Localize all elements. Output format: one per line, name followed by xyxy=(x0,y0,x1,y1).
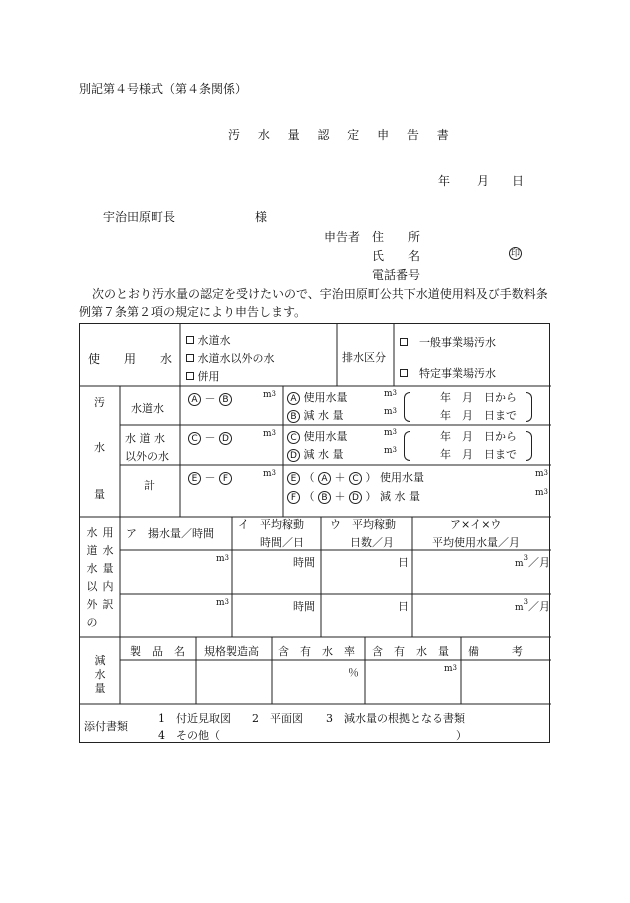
circled-d-icon: D xyxy=(219,432,232,445)
application-form-table xyxy=(79,323,550,743)
unit-hours: 時間 xyxy=(293,556,315,569)
usage-option-tap-label: 水道水 xyxy=(197,334,231,347)
circled-a-icon: A xyxy=(188,393,201,406)
unit-m3: $m^3$ xyxy=(535,469,549,479)
reduction-label: 減水量 xyxy=(94,654,106,695)
use-volume-label: 使用水量 xyxy=(303,430,348,443)
other-use-volume xyxy=(287,428,348,444)
circled-e-icon: E xyxy=(188,472,201,485)
other-period-until: 年 月 日まで xyxy=(440,448,517,461)
sewage-label-2: 水 xyxy=(94,441,105,454)
date-month: 月 xyxy=(477,174,490,188)
seal-mark xyxy=(509,246,522,260)
unit-m3: $m^3$ xyxy=(384,407,398,417)
col-note: 備 考 xyxy=(468,645,523,658)
usage-option-other-label: 水道水以外の水 xyxy=(197,352,275,365)
col-op-hours-1: イ 平均稼動 xyxy=(238,518,304,531)
unit-days: 日 xyxy=(398,556,409,569)
unit-m3: $m^3$ xyxy=(263,390,277,400)
total-reduce-formula: F （ B ＋ D ） 減 水 量 xyxy=(287,488,420,504)
unit-m3: $m^3$ xyxy=(263,469,277,479)
unit-m3: $m^3$ xyxy=(444,664,458,674)
date-year: 年 xyxy=(438,174,451,188)
col-op-days-2: 日数／月 xyxy=(350,536,394,549)
checkbox-icon[interactable] xyxy=(186,372,194,380)
checkbox-icon[interactable] xyxy=(186,336,194,344)
col-avg-use-2: 平均使用水量／月 xyxy=(432,536,520,549)
circled-a-icon: A xyxy=(287,392,300,405)
circled-b-icon: B xyxy=(318,491,331,504)
other-water-label-2: 以外の水 xyxy=(125,450,169,463)
page-title: 汚 水 量 認 定 申 告 書 xyxy=(228,128,456,142)
drainage-option-general-label: 一般事業場汚水 xyxy=(419,336,496,349)
col-water-rate: 含 有 水 率 xyxy=(278,645,355,658)
usage-option-both-label: 併用 xyxy=(197,370,220,383)
unit-m3: $m^3$ xyxy=(384,428,398,438)
col-water-amount: 含 有 水 量 xyxy=(372,645,449,658)
unit-hours: 時間 xyxy=(293,600,315,613)
honorific: 様 xyxy=(255,210,268,224)
formula-e-minus-f xyxy=(188,469,232,485)
usage-option-tap[interactable] xyxy=(186,332,231,348)
other-period-from: 年 月 日から xyxy=(440,430,517,443)
checkbox-icon[interactable] xyxy=(400,369,408,377)
minus-sign: － xyxy=(204,431,216,444)
circled-e-icon: E xyxy=(287,472,300,485)
breakdown-side-label-1: 水道水以外の xyxy=(86,526,98,629)
attachments-label: 添付書類 xyxy=(84,720,128,733)
statement-line-2: 例第７条第２項の規定により申告します。 xyxy=(79,305,307,319)
form-number: 別記第４号様式（第４条関係） xyxy=(79,82,248,96)
attachment-item-4-close: ） xyxy=(456,729,467,742)
statement-line-1: 次のとおり汚水量の認定を受けたいので、宇治田原町公共下水道使用料及び手数料条 xyxy=(92,287,548,301)
bracket-right xyxy=(526,392,532,422)
attachment-item-1: 1 付近見取図 xyxy=(158,712,231,725)
drainage-option-specific-label: 特定事業場汚水 xyxy=(419,367,496,380)
unit-m3: $m^3$ xyxy=(535,488,549,498)
unit-m3: $m^3$ xyxy=(384,389,398,399)
sewage-label-3: 量 xyxy=(94,488,105,501)
formula-c-minus-d xyxy=(188,429,232,445)
unit-m3: $m^3$ xyxy=(384,446,398,456)
circled-b-icon: B xyxy=(287,410,300,423)
attachment-item-4: 4 その他（ xyxy=(158,729,220,742)
circled-c-icon: C xyxy=(188,432,201,445)
usage-option-both[interactable] xyxy=(186,368,220,384)
use-volume-label: 使用水量 xyxy=(380,471,424,484)
unit-days: 日 xyxy=(398,600,409,613)
circled-d-icon: D xyxy=(287,449,300,462)
usage-option-other[interactable] xyxy=(186,350,275,366)
use-volume-label: 使用水量 xyxy=(303,391,348,404)
unit-m3: $m^3$ xyxy=(216,554,230,564)
circled-a-icon: A xyxy=(318,472,331,485)
col-pump-rate: ア 揚水量／時間 xyxy=(126,527,214,540)
sewage-label-1: 汚 xyxy=(94,396,105,409)
other-water-label-1: 水 道 水 xyxy=(125,432,165,445)
circled-c-icon: C xyxy=(287,431,300,444)
usage-label: 使 用 水 xyxy=(88,352,173,366)
breakdown-side-label-2: 用水量内訳 xyxy=(102,526,114,611)
reduce-volume-label: 減 水 量 xyxy=(303,409,344,422)
tap-period-until: 年 月 日まで xyxy=(440,409,517,422)
reduce-volume-label: 減 水 量 xyxy=(380,490,420,503)
applicant-label: 申告者 xyxy=(324,230,361,244)
checkbox-icon[interactable] xyxy=(400,338,408,346)
col-spec-output: 規格製造高 xyxy=(204,645,259,658)
formula-a-minus-b xyxy=(188,390,232,406)
unit-per-month: $m^3/$月 xyxy=(515,598,551,613)
checkbox-icon[interactable] xyxy=(186,354,194,362)
bracket-left xyxy=(404,392,410,422)
drainage-option-specific[interactable] xyxy=(400,365,496,381)
reduce-volume-label: 減 水 量 xyxy=(303,448,344,461)
tap-reduce-volume xyxy=(287,407,344,423)
bracket-left xyxy=(404,431,410,461)
phone-label: 電話番号 xyxy=(372,268,421,282)
addressee: 宇治田原町長 xyxy=(103,210,176,224)
unit-m3: $m^3$ xyxy=(263,429,277,439)
drainage-label: 排水区分 xyxy=(342,351,386,364)
other-reduce-volume xyxy=(287,446,344,462)
circled-f-icon: F xyxy=(287,491,300,504)
drainage-option-general[interactable] xyxy=(400,334,496,350)
name-label: 氏 名 xyxy=(372,249,421,263)
total-label: 計 xyxy=(144,479,155,492)
bracket-right xyxy=(526,431,532,461)
col-product-name: 製 品 名 xyxy=(130,645,185,658)
tap-period-from: 年 月 日から xyxy=(440,391,517,404)
address-label: 住 所 xyxy=(372,230,421,244)
col-avg-use-1: ア×イ×ウ xyxy=(450,518,502,531)
circled-f-icon: F xyxy=(219,472,232,485)
attachment-item-2: 2 平面図 xyxy=(252,712,303,725)
circled-c-icon: C xyxy=(349,472,362,485)
col-op-days-1: ウ 平均稼動 xyxy=(330,518,396,531)
total-use-formula: E （ A ＋ C ） 使用水量 xyxy=(287,469,424,485)
col-op-hours-2: 時間／日 xyxy=(260,536,304,549)
tap-use-volume xyxy=(287,389,348,405)
minus-sign: － xyxy=(204,392,216,405)
attachment-item-3: 3 減水量の根拠となる書類 xyxy=(326,712,465,725)
date-day: 日 xyxy=(512,174,525,188)
unit-m3: $m^3$ xyxy=(216,598,230,608)
circled-d-icon: D xyxy=(349,491,362,504)
tap-water-label: 水道水 xyxy=(131,402,164,415)
seal-icon: 印 xyxy=(510,249,520,259)
percent-unit: ％ xyxy=(348,666,359,679)
minus-sign: － xyxy=(204,471,216,484)
unit-per-month: $m^3/$月 xyxy=(515,554,551,569)
circled-b-icon: B xyxy=(219,393,232,406)
